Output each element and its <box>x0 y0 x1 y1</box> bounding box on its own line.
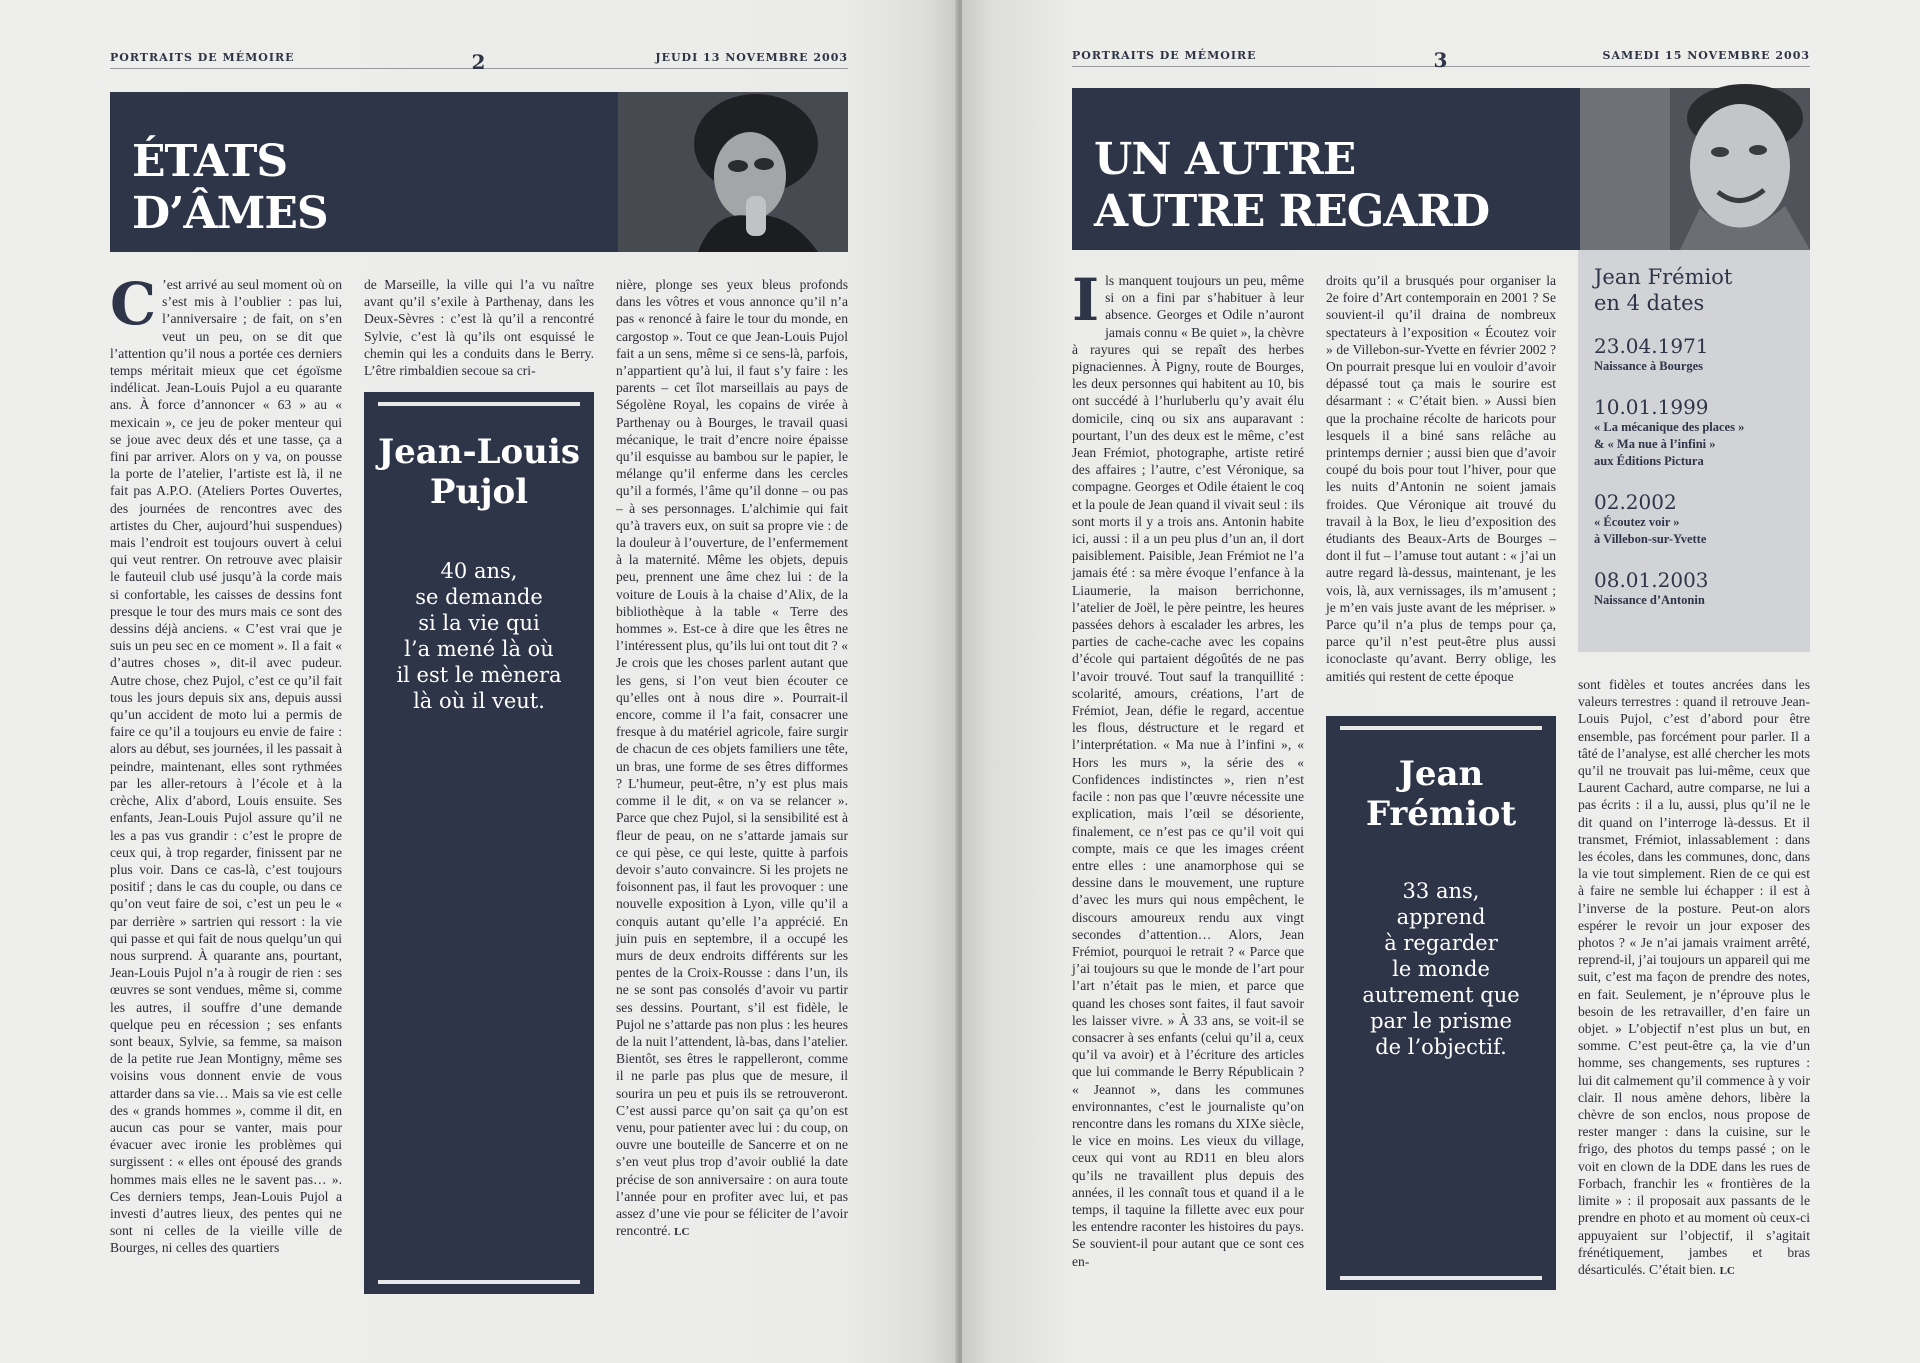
drop-cap: I <box>1072 266 1100 334</box>
date-label: aux Éditions Pictura <box>1594 454 1704 468</box>
headline <box>1094 134 1489 238</box>
profile-summary: 33 ans, apprend à regarder le monde autrement que par le prisme de l’objectif. <box>1362 879 1520 1059</box>
page-header <box>1072 42 1810 72</box>
date-label: « Écoutez voir » <box>1594 515 1680 529</box>
profile-name: Jean Frémiot <box>1365 754 1517 834</box>
date-label: « La mécanique des places » <box>1594 420 1745 434</box>
page-number: 2 <box>471 50 487 74</box>
article-paragraph <box>1072 266 1304 1270</box>
headline-line: UN AUTRE <box>1094 134 1356 185</box>
headline-line: D’ÂMES <box>132 188 328 239</box>
article-text: droits qu’il a brusqués pour organiser la 2e foire d’Art contemporain en 2001 ? Se souvient-il qu’il draina de nombreux spectateurs à l’exposition « Écoutez voir » de Villebon-sur-Yvette en février 2002 ? On pourrait presque lui en vouloir d’avoir dépassé tout ça mais le sourire est désarmant : « C’était bien. » Aussi bien que la prochaine récolte de haricots pour lesquels il a biné sans relâche au printemps dernier ; aussi bien que d’avoir coupé du bois pour tout l’hiver, pour que les nuits d’Antonin ne soient jamais froides. Que Véronique ait trouvé du travail à la Box, le lieu d’exposition des étudiants des Beaux-Arts de Bourges – dont il fut – l’amuse tout autant : « j’ai un autre regard là-dessus, maintenant, je les vois, là, aux vernissages, ils m’amusent ; je m’en vais juste avant de les mépriser. » Parce qu’il n’a plus de temps pour ça, parce qu’il n’est peut-être plus aussi iconoclaste qu’avant. Berry oblige, les amitiés qui restent de cette époque <box>1326 273 1556 684</box>
article-text: ls manquent toujours un peu, même si on a fini par s’habituer à leur absence. Georges et Odile n’auront jamais connu « Be quiet », la chèvre à rayures qui se repaît des herbes pignaciennes. À Pigny, route de Bourges, les deux personnes qui habitent au 10, bis ont succédé à l’hurluberlu qu’y avait élu domicile, cinq ou six ans auparavant : pourtant, l’un des deux est le même, c’est Jean Frémiot, photographe, artiste retiré des affaires ; l’autre, c’est Véronique, sa compagne. Georges et Odile étaient le coq et la poule de Jean quand il vivait seul : ils sont morts il y a trois ans. Antonin habite ici, aussi : il a un peu plus d’un an, il dort paisiblement. Paisible, Jean Frémiot ne l’a jamais été : sa mère évoque l’enfance à la Liaumerie, la maison berrichonne, l’atelier de Joël, le père peintre, les heures passées dehors à escalader les arbres, les parties de cache-cache avec les copains d’école qui partaient dégoûtés de ne pas l’avoir trouvé. Tout sauf la tranquillité : scolarité, amours, créations, l’art de Frémiot, Jean, défie le regard, accentue les flous, déstructure et le regard et l’interprétation. « Ma nue à l’infini », « Hors les murs », la série des « Confidences indistinctes », rien n’est facile : non pas que l’œuvre nécessite une explication, mais l’œil se désoriente, finalement, ce n’est pas ce qu’il voit qui compte, mais ce que les images créent entre elles : une anamorphose qui se dessine dans le mouvement, une rupture d’avec les murs qui nous empêchent, le discours amoureux rendu aux vingt secondes d’attention… Alors, Jean Frémiot, pourquoi le retrait ? « Parce que j’ai toujours su que le monde de l’art pour l’art n’était pas le mien, et parce que quand les choses sont faites, il faut savoir les laisser vivre. » À 33 ans, se voit-il se consacrer à ses enfants (celui qu’il a, ceux qu’il va avoir) et à l’écriture des articles que lui commande le Berry Républicain ? « Jeannot », dans les communes environnantes, c’est le journaliste qu’on rencontre dans les romans du XIXe siècle, le vice en moins. Les vieux du village, ceux qui vont au RD11 en bleu alors qu’ils ne travaillent plus depuis des années, il les connaît tous et quand il a le temps, il taquine la fillette avec eux pour les entendre raconter les histoires du pays. Se souvient-il pour autant que ce sont ces en- <box>1072 273 1304 1269</box>
article-paragraph <box>1578 676 1810 1280</box>
date-value: 02.2002 <box>1594 490 1677 514</box>
profile-box <box>364 392 594 1294</box>
page-header <box>110 44 848 74</box>
publication-name: PORTRAITS DE MÉMOIRE <box>110 51 295 64</box>
article-column-3 <box>616 276 848 1300</box>
date-label: & « Ma nue à l’infini » <box>1594 437 1716 451</box>
article-text: nière, plonge ses yeux bleus profonds dans les vôtres et vous annonce qu’il n’a pas « renoncé à faire le tour du monde, en cargostop ». Tout ce que Jean-Louis Pujol fait a un sens, même si ce sens-là, parfois, n’appartient qu’à lui, il faut s’y faire : les parents – cet îlot marseillais au pays de Ségolène Royal, les copains de virée à Parthenay ou à Bourges, le travail quasi mécanique, le trait d’encre noire épaisse qu’il esquisse au bambou sur le papier, le mélange qu’il enferme dans les cercles qu’il a formés, l’âme qu’il donne – ou pas – à ses personnages. L’alchimie qui fait qu’à travers eux, on suit sa propre vie : de la douleur à l’ouverture, de l’enfermement à la maternité. Même les objets, depuis peu, prennent une âme chez lui : de la voiture de Louis à la chaise d’Alix, de la bibliothèque à la table « Terre des hommes ». Est-ce à dire que les êtres ne l’intéressent plus, qu’ils lui ont tout dit ? « Je crois que les choses parlent autant que les gens, si l’on veut bien écouter ce qu’elles ont à nous dire ». Pourrait-il encore, comme il l’a fait, consacrer une fresque à du matériel agricole, faire surgir de chacun de ces objets familiers une tête, un bras, une forme de ses êtres difformes ? L’humeur, peut-être, n’y est plus mais comme il le dit, « on va se relancer ». Parce que chez Pujol, si la sensibilité est à fleur de peau, on ne s’attarde jamais sur ce qui pèse, ce qui leste, quitte à parfois devoir s’auto convaincre. Si les projets ne foisonnent pas, il faut les provoquer : une nouvelle exposition à Lyon, ville qu’il a conquis autant qu’elle l’a apprécié. En juin puis en septembre, il a occupé les murs de deux endroits différents sur les pentes de la Croix-Rousse : dans l’un, ils ne se sont pas consolés d’avoir vu partir ses dessins. Pourtant, s’il est fidèle, le Pujol ne s’attarde pas non plus : les heures de la nuit l’attendent, là-bas, dans l’atelier. Bientôt, ses êtres le rappelleront, comme il ne parle pas plus que de mesure, il sourira un peu et puis ils se retrouveront. C’est aussi parce qu’on sait ça qu’on est venu, pour patienter avec lui : du coup, on ouvre une bouteille de Sancerre et on ne s’en veut plus trop d’avoir oublié la date précise de son anniversaire : on aura toute l’année pour en profiter avec lui, et pas assez d’une vie pour se féliciter de l’avoir rencontré. <box>616 277 848 1239</box>
profile-summary: 40 ans, se demande si la vie qui l’a mené là où il est le mènera là où il veut. <box>396 559 562 713</box>
article-column-2 <box>364 276 594 379</box>
portrait-photo-jean-fremiot <box>1580 88 1810 250</box>
left-page <box>0 0 958 1363</box>
date-entry <box>1594 568 1794 609</box>
key-dates-panel <box>1578 250 1810 652</box>
box-rule <box>1340 1276 1542 1280</box>
page-number: 3 <box>1433 48 1449 72</box>
right-page <box>962 0 1920 1363</box>
date-entry <box>1594 334 1794 375</box>
issue-date: JEUDI 13 NOVEMBRE 2003 <box>655 51 848 64</box>
drop-cap: C <box>110 270 157 338</box>
portrait-photo <box>1580 88 1810 250</box>
date-label: Naissance d’Antonin <box>1594 593 1705 607</box>
box-rule <box>378 402 580 406</box>
article-column-2 <box>1326 272 1556 700</box>
article-paragraph <box>110 270 342 1257</box>
article-text: sont fidèles et toutes ancrées dans les valeurs terrestres : quand il retrouve Jean-Louis Pujol, c’est d’abord pour être ensemble, pas forcément pour parler. Il a tâté de l’analyse, est allé chercher les mots qu’il ne trouvait pas lui-même, ceux que Laurent Cachard, autre comparse, ne lui a pas écrits : il a lu, aussi, plus qu’il ne le dit quand on l’interroge là-dessus. Et il transmet, Frémiot, inlassablement : dans les écoles, dans les communes, donc, dans la vie tout simplement. Rien de ce qui est à faire ne semble lui échapper : il est à l’inverse de la posture. Peut-on alors espérer le revoir un jour exposer des photos ? « Je n’ai jamais vraiment arrêté, reprend-il, j’ai toujours un appareil qui me suit, c’est ma façon de prendre des notes, en fait. Seulement, je n’éprouve plus le besoin de les retravailler, d’en faire un objet. » L’objectif n’est plus un but, en somme. C’est peut-être ça, la vie d’un homme, ses changements, ses ruptures : lui dit calmement qu’il commence à y voir clair. Il nous amène dehors, libère la chèvre de son enclos, nous propose de rester manger : dans la cuisine, sur le frigo, des photos du temps passé ; on le voit en clown de la DDE dans les rues de Forbach, franchir les « frontières de la limite » : il proposait aux passants de le prendre en photo et au moment où ceux-ci appuyaient sur l’objectif, il s’agitait frénétiquement, jambes et bras désarticulés. C’était bien. <box>1578 677 1810 1277</box>
key-dates-title: Jean Frémiot en 4 dates <box>1594 265 1733 315</box>
headline-banner <box>110 92 848 252</box>
date-value: 10.01.1999 <box>1594 395 1709 419</box>
portrait-photo <box>618 92 848 252</box>
box-rule <box>1340 726 1542 730</box>
headline-banner <box>1072 88 1810 250</box>
publication-name: PORTRAITS DE MÉMOIRE <box>1072 49 1257 62</box>
box-rule <box>378 1280 580 1284</box>
date-value: 23.04.1971 <box>1594 334 1709 358</box>
date-entry <box>1594 490 1794 548</box>
headline-line: AUTRE REGARD <box>1094 186 1490 237</box>
article-column-1 <box>1072 266 1304 1296</box>
author-signature: LC <box>1719 1264 1735 1277</box>
date-entry <box>1594 395 1794 470</box>
portrait-photo-jean-louis-pujol <box>618 92 848 252</box>
article-text: ’est arrivé au seul moment où on s’est mis à l’oublier : pas lui, l’anniversaire ; de fait, on s’en veut un peu, on se dit que l’attention qu’il nous a portée ces derniers temps méritait mieux que cet égoïsme indélicat. Jean-Louis Pujol a eu quarante ans. À force d’annoncer « 63 » au « mexicain », ce jeu de poker menteur qui se joue avec deux dés et une tasse, ça a fini par arriver. Alors on y va, on pousse la porte de l’atelier, l’artiste est là, il ne fait pas A.P.O. (Ateliers Portes Ouvertes, des journées de rencontres avec des artistes du Cher, aujourd’hui suspendues) mais l’endroit est toujours ouvert à celui qui veut rentrer. On retrouve avec plaisir le fauteuil club usé jusqu’à la corde mais si confortable, les caisses de dessins font presque le tour des murs mais ce sont des dessins déjà anciens. « C’est vrai que je suis un peu sec en ce moment ». Il a fait « d’autres choses », dit-il avec pudeur. Autre chose, chez Pujol, c’est ce qu’il fait tous les jours depuis six ans, depuis aussi qu’un accident de moto lui a permis de faire ce qu’il a toujours eu envie de faire : alors au début, ses journées, il les passait à peindre, maintenant, elles sont rythmées par les aller-retours à l’école et à la crèche, Alix d’abord, Louis ensuite. Ses enfants, Jean-Louis Pujol assure qu’il ne les a pas vus grandir : c’est le propre de ceux qui, à trop regarder, finissent par ne plus voir. Dans ce cas-là, c’est toujours positif ; dans le cas du couple, ou dans ce qu’on veut faire de soi, c’est un peu le « par derrière » sartrien qui ressort : la vie qui passe et qui fait de nous quelqu’un qui nous surprend. À quarante ans, pourtant, Jean-Louis Pujol n’a à rougir de rien : ses œuvres se sont vendues, même si, comme les autres, il souffre d’une demande quelque peu en récession ; ses enfants sont beaux, Sylvie, sa femme, sa maison de la petite rue Jean Montigny, même ses voisins vous donnent envie de vous attarder dans sa vie… Mais sa vie est celle des « grands hommes », comme il dit, en aucun cas pour se vanter, mais pour évacuer avec ironie les problèmes qui surgissent : « elles ont épousé des grands hommes mais elles ne le savent pas… ». Ces derniers temps, Jean-Louis Pujol a investi d’autres lieux, des pentes qui ne sont ni celles de la vieille ville de Bourges, ni celles des quartiers <box>110 277 342 1256</box>
article-column-1 <box>110 270 342 1296</box>
article-paragraph <box>616 276 848 1241</box>
issue-date: SAMEDI 15 NOVEMBRE 2003 <box>1602 49 1810 62</box>
date-label: à Villebon-sur-Yvette <box>1594 532 1707 546</box>
date-label: Naissance à Bourges <box>1594 359 1704 373</box>
date-value: 08.01.2003 <box>1594 568 1709 592</box>
profile-box <box>1326 716 1556 1290</box>
article-text: de Marseille, la ville qui l’a vu naître avant qu’il s’exile à Parthenay, dans les Deux-Sèvres : c’est là qu’il a rencontré Sylvie, c’est là qu’ils ont esquissé le chemin qui les a conduits dans le Berry. L’être rimbaldien secoue sa cri- <box>364 277 594 379</box>
headline-line: ÉTATS <box>132 136 288 187</box>
article-column-3 <box>1578 676 1810 1296</box>
author-signature: LC <box>674 1226 690 1239</box>
profile-name: Jean-Louis Pujol <box>378 432 580 512</box>
headline <box>132 136 328 240</box>
